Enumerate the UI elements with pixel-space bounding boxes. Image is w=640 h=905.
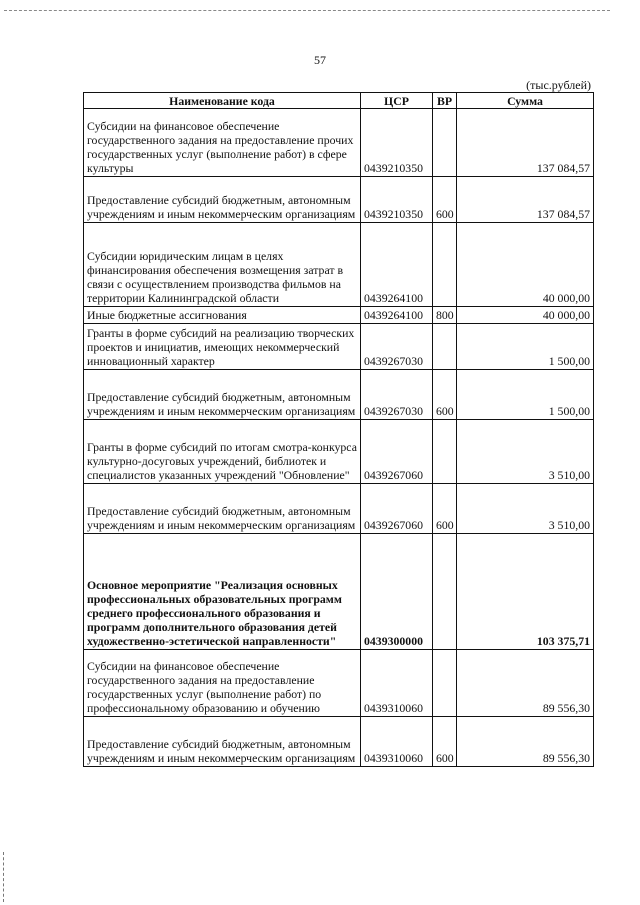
table-row <box>84 177 594 223</box>
row-sum: 1 500,00 <box>457 324 594 370</box>
row-vr: 600 <box>433 717 457 767</box>
table-row <box>84 717 594 767</box>
units-label: (тыс.рублей) <box>526 78 591 92</box>
row-csr: 0439310060 <box>361 717 433 767</box>
row-name: Предоставление субсидий бюджетным, автономным учреждениям и иным некоммерческим организациям <box>84 370 361 420</box>
page-number: 57 <box>314 53 326 67</box>
row-sum: 3 510,00 <box>457 484 594 534</box>
row-csr: 0439267060 <box>361 420 433 484</box>
row-csr: 0439267030 <box>361 324 433 370</box>
row-name: Предоставление субсидий бюджетным, автономным учреждениям и иным некоммерческим организациям <box>84 484 361 534</box>
table-row <box>84 650 594 717</box>
row-sum: 89 556,30 <box>457 717 594 767</box>
budget-table <box>83 92 594 767</box>
header-sum: Сумма <box>457 93 594 109</box>
row-sum: 40 000,00 <box>457 223 594 307</box>
row-csr: 0439210350 <box>361 177 433 223</box>
row-csr: 0439310060 <box>361 650 433 717</box>
table-row <box>84 420 594 484</box>
table-row <box>84 324 594 370</box>
table-row <box>84 223 594 307</box>
row-name: Основное мероприятие "Реализация основных профессиональных образовательных программ среднего профессионального образования и программ дополнительного образования детей художественно-эстетической направленности" <box>84 534 361 650</box>
row-sum: 89 556,30 <box>457 650 594 717</box>
row-sum: 40 000,00 <box>457 307 594 324</box>
row-name: Гранты в форме субсидий по итогам смотра-конкурса культурно-досуговых учреждений, библиотек и специалистов указанных учреждений "Обновление" <box>84 420 361 484</box>
table-row-bold <box>84 534 594 650</box>
row-name: Гранты в форме субсидий на реализацию творческих проектов и инициатив, имеющих некоммерческий инновационный характер <box>84 324 361 370</box>
row-name: Субсидии на финансовое обеспечение государственного задания на предоставление государственных услуг (выполнение работ) по профессиональному образованию и обучению <box>84 650 361 717</box>
row-vr <box>433 324 457 370</box>
table-row <box>84 370 594 420</box>
table-header-row <box>84 93 594 109</box>
row-csr: 0439267030 <box>361 370 433 420</box>
table-row <box>84 307 594 324</box>
table-row <box>84 484 594 534</box>
row-csr: 0439210350 <box>361 109 433 177</box>
header-name: Наименование кода <box>84 93 361 109</box>
table-row <box>84 109 594 177</box>
left-scan-marks <box>3 852 6 902</box>
row-vr: 600 <box>433 484 457 534</box>
row-sum: 137 084,57 <box>457 109 594 177</box>
header-vr: ВР <box>433 93 457 109</box>
row-vr <box>433 534 457 650</box>
row-vr <box>433 109 457 177</box>
header-csr: ЦСР <box>361 93 433 109</box>
row-vr: 600 <box>433 177 457 223</box>
row-sum: 137 084,57 <box>457 177 594 223</box>
row-vr <box>433 223 457 307</box>
row-vr: 600 <box>433 370 457 420</box>
row-name: Иные бюджетные ассигнования <box>84 307 361 324</box>
row-sum: 3 510,00 <box>457 420 594 484</box>
row-vr <box>433 650 457 717</box>
row-csr: 0439264100 <box>361 223 433 307</box>
row-csr: 0439300000 <box>361 534 433 650</box>
row-name: Предоставление субсидий бюджетным, автономным учреждениям и иным некоммерческим организациям <box>84 717 361 767</box>
row-vr: 800 <box>433 307 457 324</box>
row-sum: 1 500,00 <box>457 370 594 420</box>
row-vr <box>433 420 457 484</box>
top-scan-rule <box>4 10 610 11</box>
row-csr: 0439264100 <box>361 307 433 324</box>
row-name: Субсидии на финансовое обеспечение государственного задания на предоставление прочих государственных услуг (выполнение работ) в сфере культуры <box>84 109 361 177</box>
row-name: Предоставление субсидий бюджетным, автономным учреждениям и иным некоммерческим организациям <box>84 177 361 223</box>
row-csr: 0439267060 <box>361 484 433 534</box>
row-name: Субсидии юридическим лицам в целях финансирования обеспечения возмещения затрат в связи с осуществлением производства фильмов на территории Калининградской области <box>84 223 361 307</box>
row-sum: 103 375,71 <box>457 534 594 650</box>
